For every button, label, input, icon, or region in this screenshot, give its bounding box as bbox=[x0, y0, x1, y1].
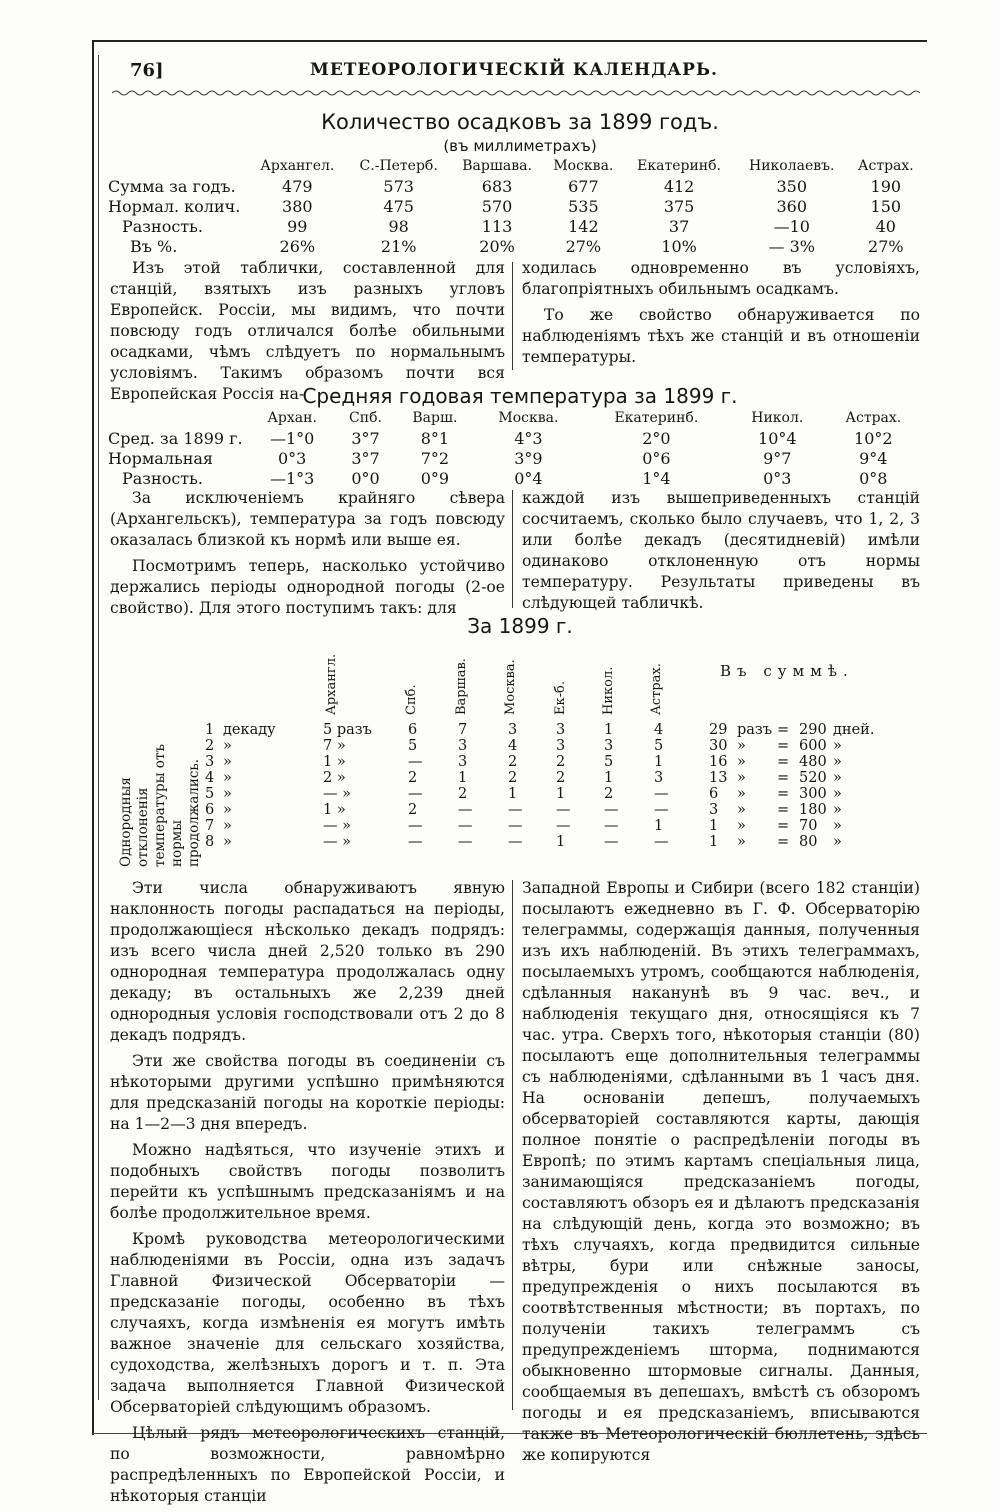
table-cell: 5 разъ bbox=[323, 722, 372, 738]
table-cell: 2 bbox=[408, 802, 418, 818]
table-cell: 29 bbox=[709, 722, 728, 738]
table-cell: 1 bbox=[458, 770, 468, 786]
table-cell: 683 bbox=[481, 176, 513, 196]
table-cell: 40 bbox=[875, 216, 896, 236]
table-cell: — bbox=[604, 834, 619, 850]
decade-row bbox=[205, 754, 874, 770]
station-header: Спб. bbox=[404, 684, 419, 715]
table-cell: —1°3 bbox=[269, 468, 315, 488]
table-cell: 4°3 bbox=[514, 428, 543, 448]
table-cell: 1 bbox=[709, 818, 719, 834]
body-right-column bbox=[522, 878, 920, 1471]
table-cell: » bbox=[737, 802, 746, 818]
table-cell: — bbox=[654, 786, 669, 802]
table-cell: декаду bbox=[223, 722, 276, 738]
table-cell: 37 bbox=[668, 216, 690, 236]
body-left-column bbox=[110, 878, 505, 1512]
table-cell: 8 bbox=[205, 834, 215, 850]
table-cell: 99 bbox=[287, 216, 308, 236]
table-cell: 2 bbox=[458, 786, 468, 802]
table-cell: = bbox=[777, 722, 790, 738]
table-cell: = bbox=[777, 770, 790, 786]
table-cell: = bbox=[777, 738, 790, 754]
row-label: Разность. bbox=[122, 216, 203, 236]
table-cell: 3°7 bbox=[351, 448, 380, 468]
table-cell: 1 bbox=[654, 754, 664, 770]
column-header: Архангел. bbox=[260, 158, 335, 174]
paragraph: Можно надѣяться, что изученіе этихъ и подобныхъ свойствъ погоды позволитъ перейти къ успѣшнымъ предсказаніямъ и на болѣе продолжительное время. bbox=[110, 1141, 505, 1222]
table-cell: 2 bbox=[556, 770, 566, 786]
column-header: Москва. bbox=[553, 158, 614, 174]
table-cell: 4 bbox=[654, 722, 664, 738]
table-cell: = bbox=[777, 834, 790, 850]
decade-row bbox=[205, 770, 874, 786]
table-cell: = bbox=[777, 786, 790, 802]
table-cell: 4 bbox=[508, 738, 518, 754]
temp-header-row bbox=[108, 408, 923, 428]
table-cell: » bbox=[833, 738, 842, 754]
precip-header-row bbox=[108, 156, 923, 176]
column-header: Варш. bbox=[412, 410, 458, 426]
table-cell: 0°8 bbox=[859, 468, 888, 488]
column-divider bbox=[512, 262, 513, 370]
table-cell: — bbox=[408, 786, 423, 802]
table-row bbox=[108, 236, 923, 256]
table-cell: — bbox=[408, 834, 423, 850]
table-cell: » bbox=[223, 754, 232, 770]
column-divider bbox=[512, 490, 513, 608]
table-cell: » bbox=[737, 738, 746, 754]
station-header: Никол. bbox=[601, 666, 616, 715]
table-cell: 570 bbox=[481, 196, 513, 216]
column-header: С.-Петерб. bbox=[359, 158, 438, 174]
table-cell: — » bbox=[323, 786, 351, 802]
paragraph: Посмотримъ теперь, насколько устойчиво держались періоды однородной погоды (2-ое свойство). Для этого поступимъ такъ: для bbox=[110, 557, 505, 617]
column-header: Астрах. bbox=[857, 158, 914, 174]
table-cell: — bbox=[458, 834, 473, 850]
table-cell: » bbox=[833, 770, 842, 786]
table-cell: — » bbox=[323, 834, 351, 850]
table-cell: 0°6 bbox=[642, 448, 671, 468]
row-label: Сумма за годъ. bbox=[108, 176, 236, 196]
table-cell: 2 bbox=[604, 786, 614, 802]
table-cell: 30 bbox=[709, 738, 728, 754]
table-cell: » bbox=[223, 834, 232, 850]
table-cell: = bbox=[777, 802, 790, 818]
table-cell: 21% bbox=[380, 236, 417, 256]
station-header: Архангл. bbox=[324, 653, 339, 715]
temp-commentary-left bbox=[110, 488, 505, 624]
table-cell: — bbox=[458, 802, 473, 818]
table-cell: 3 bbox=[556, 738, 566, 754]
table-cell: 13 bbox=[709, 770, 728, 786]
row-label: Сред. за 1899 г. bbox=[108, 428, 243, 448]
table-cell: » bbox=[833, 754, 842, 770]
table-cell: 142 bbox=[568, 216, 599, 236]
column-header: Москва. bbox=[498, 410, 559, 426]
paragraph: То же свойство обнаруживается по наблюденіямъ тѣхъ же станцій и въ отношеніи температуры. bbox=[522, 306, 920, 366]
paragraph: Эти числа обнаруживаютъ явную наклонность погоды распадаться на періоды, продолжающіеся нѣсколько декадъ подрядъ: изъ всего числа дней 2,520 только въ 290 однородная температура продолжалась одну декаду; въ остальныхъ же 2,239 дней однородныя условія господствовали отъ 2 до 8 декадъ подрядъ. bbox=[110, 879, 505, 1044]
table-cell: » bbox=[223, 738, 232, 754]
precip-table bbox=[108, 156, 923, 256]
table-cell: 479 bbox=[282, 176, 313, 196]
table-cell: 9°4 bbox=[859, 448, 888, 468]
table-cell: 7 bbox=[458, 722, 468, 738]
station-header: Ек-б. bbox=[553, 681, 568, 715]
decade-row bbox=[205, 834, 874, 850]
paragraph: Изъ этой таблички, составленной для станцій, взятыхъ изъ разныхъ угловъ Европейск. Россіи, мы видимъ, что почти повсюду годъ отличался болѣе обильными осадками, чѣмъ слѣдуетъ по нормальнымъ условіямъ. Такимъ образомъ почти вся Европейская Россія на- bbox=[110, 259, 505, 403]
table-cell: 573 bbox=[383, 176, 414, 196]
table-cell: 1 bbox=[709, 834, 719, 850]
table-cell: 113 bbox=[481, 216, 513, 236]
running-head: МЕТЕОРОЛОГИЧЕСКІЙ КАЛЕНДАРЬ. bbox=[310, 60, 718, 80]
table-cell: 3°7 bbox=[351, 428, 380, 448]
decade-row bbox=[205, 722, 874, 738]
table-row bbox=[108, 428, 923, 448]
decades-title: За 1899 г. bbox=[467, 614, 573, 638]
table-row bbox=[108, 176, 923, 196]
table-cell: 360 bbox=[776, 196, 808, 216]
table-cell: 1 bbox=[604, 770, 614, 786]
table-cell: 8°1 bbox=[420, 428, 450, 448]
column-divider bbox=[512, 880, 513, 1410]
table-cell: 1 bbox=[205, 722, 215, 738]
paragraph: Эти же свойства погоды въ соединеніи съ нѣкоторыми другими успѣшно примѣняются для предсказаній погоды на короткіе періоды: на 1—2—3 дня впередъ. bbox=[110, 1052, 505, 1133]
page-frame-top bbox=[92, 40, 927, 42]
table-cell: » bbox=[833, 786, 842, 802]
table-cell: —10 bbox=[773, 216, 810, 236]
table-cell: 6 bbox=[408, 722, 418, 738]
table-cell: — bbox=[508, 802, 523, 818]
table-cell: —1°0 bbox=[269, 428, 315, 448]
table-cell: 180 bbox=[799, 802, 827, 818]
table-cell: 1 » bbox=[323, 754, 346, 770]
precip-commentary-right bbox=[522, 258, 920, 373]
table-cell: — bbox=[508, 834, 523, 850]
table-cell: 380 bbox=[282, 196, 313, 216]
table-cell: » bbox=[833, 802, 842, 818]
table-cell: 0°9 bbox=[420, 468, 450, 488]
table-cell: 20% bbox=[479, 236, 515, 256]
table-cell: 6 bbox=[709, 786, 719, 802]
table-cell: » bbox=[737, 770, 746, 786]
table-cell: 27% bbox=[565, 236, 602, 256]
table-cell: 600 bbox=[799, 738, 827, 754]
decades-sum-header: Въ суммѣ. bbox=[720, 662, 854, 680]
table-cell: 2 bbox=[205, 738, 215, 754]
table-cell: 6 bbox=[205, 802, 215, 818]
paragraph: Кромѣ руководства метеорологическими наблюденіями въ Россіи, одна изъ задачъ Главной Физической Обсерваторіи — предсказаніе погоды, особенно въ тѣхъ случаяхъ, когда измѣненія ея могутъ имѣть важное значеніе для сельскаго хозяйства, судоходства, желѣзныхъ дорогъ и т. п. Эта задача выполняется Главной Физической Обсерваторіей слѣдующимъ образомъ. bbox=[110, 1230, 505, 1416]
table-row bbox=[108, 448, 923, 468]
table-cell: 5 bbox=[654, 738, 664, 754]
table-cell: 150 bbox=[870, 196, 902, 216]
column-header: Астрах. bbox=[845, 410, 902, 426]
table-cell: » bbox=[833, 818, 842, 834]
table-cell: 300 bbox=[799, 786, 827, 802]
table-cell: 290 bbox=[799, 722, 827, 738]
table-cell: 2 bbox=[508, 754, 518, 770]
station-header: Москва. bbox=[503, 659, 518, 715]
ornamental-wavy-rule bbox=[112, 88, 920, 98]
table-cell: — » bbox=[323, 818, 351, 834]
table-cell: » bbox=[223, 818, 232, 834]
table-cell: 412 bbox=[663, 176, 695, 196]
decades-side-label: Однородныя отклоненія температуры отъ нормы продолжались. bbox=[118, 744, 202, 867]
table-cell: = bbox=[777, 754, 790, 770]
table-cell: 1 bbox=[556, 786, 566, 802]
table-cell: 2 bbox=[408, 770, 418, 786]
table-cell: » bbox=[223, 786, 232, 802]
table-cell: 1 bbox=[556, 834, 566, 850]
table-row bbox=[108, 196, 923, 216]
table-cell: 4 bbox=[205, 770, 215, 786]
temp-commentary-right bbox=[522, 488, 920, 619]
table-cell: 10°2 bbox=[854, 428, 893, 448]
table-cell: = bbox=[777, 818, 790, 834]
table-cell: 190 bbox=[870, 176, 902, 196]
temp-title: Средняя годовая температура за 1899 г. bbox=[302, 384, 738, 408]
table-cell: 350 bbox=[776, 176, 808, 196]
page-frame-inner-left bbox=[98, 55, 99, 1400]
table-cell: 7°2 bbox=[420, 448, 450, 468]
table-cell: — bbox=[458, 818, 473, 834]
table-cell: 3 bbox=[709, 802, 719, 818]
column-header: Спб. bbox=[349, 410, 382, 426]
table-cell: дней. bbox=[833, 722, 875, 738]
table-cell: 3 bbox=[458, 754, 468, 770]
table-cell: 3 bbox=[508, 722, 518, 738]
paragraph: каждой изъ вышеприведенныхъ станцій сосчитаемъ, сколько было случаевъ, что 1, 2, 3 или болѣе декадъ (десятидневій) имѣли одинаково отклоненную отъ нормы температуру. Результаты приведены въ слѣдующей табличкѣ. bbox=[522, 489, 920, 612]
table-cell: 520 bbox=[799, 770, 827, 786]
precip-subtitle: (въ миллиметрахъ) bbox=[443, 137, 597, 155]
table-cell: 3 bbox=[604, 738, 614, 754]
table-row bbox=[108, 216, 923, 236]
column-header: Екатеринб. bbox=[637, 158, 722, 174]
table-cell: 98 bbox=[388, 216, 409, 236]
decade-row bbox=[205, 802, 874, 818]
paragraph: ходилась одновременно въ условіяхъ, благопріятныхъ обильнымъ осадкамъ. bbox=[522, 259, 920, 298]
table-cell: 3 bbox=[556, 722, 566, 738]
table-cell: 1 bbox=[604, 722, 614, 738]
table-cell: 0°3 bbox=[277, 448, 307, 468]
column-header: Никол. bbox=[751, 410, 804, 426]
table-cell: 9°7 bbox=[763, 448, 792, 468]
table-cell: 1 bbox=[654, 818, 664, 834]
table-cell: 2 bbox=[556, 754, 566, 770]
table-cell: » bbox=[833, 834, 842, 850]
table-cell: — bbox=[654, 802, 669, 818]
table-cell: 27% bbox=[868, 236, 904, 256]
table-cell: 480 bbox=[799, 754, 827, 770]
table-cell: 7 » bbox=[323, 738, 346, 754]
page-frame-left bbox=[92, 40, 94, 1435]
decade-row bbox=[205, 786, 874, 802]
table-cell: 1 » bbox=[323, 802, 346, 818]
table-cell: 5 bbox=[205, 786, 215, 802]
table-cell: — bbox=[556, 802, 571, 818]
row-label: Нормал. колич. bbox=[108, 196, 241, 216]
precip-title: Количество осадковъ за 1899 годъ. bbox=[321, 110, 719, 134]
table-cell: — bbox=[654, 834, 669, 850]
table-cell: » bbox=[737, 786, 746, 802]
table-cell: — bbox=[508, 818, 523, 834]
table-cell: 535 bbox=[568, 196, 599, 216]
table-cell: 0°4 bbox=[514, 468, 543, 488]
table-cell: 0°0 bbox=[351, 468, 380, 488]
table-cell: 1°4 bbox=[642, 468, 671, 488]
table-cell: 1 bbox=[508, 786, 518, 802]
table-cell: 5 bbox=[408, 738, 418, 754]
table-cell: 3 bbox=[654, 770, 664, 786]
table-cell: 7 bbox=[205, 818, 215, 834]
table-cell: 26% bbox=[279, 236, 316, 256]
table-cell: 3°9 bbox=[514, 448, 543, 468]
table-cell: 10°4 bbox=[758, 428, 797, 448]
row-label: Въ %. bbox=[130, 236, 178, 256]
table-cell: 10% bbox=[661, 236, 697, 256]
row-label: Разность. bbox=[122, 468, 203, 488]
table-cell: 5 bbox=[604, 754, 614, 770]
temp-table bbox=[108, 408, 923, 488]
table-cell: » bbox=[737, 754, 746, 770]
table-cell: 70 bbox=[799, 818, 818, 834]
table-cell: 80 bbox=[799, 834, 818, 850]
paragraph: Западной Европы и Сибири (всего 182 станціи) посылаютъ ежедневно въ Г. Ф. Обсерваторію телеграммы, содержащія данныя, полученныя изъ ихъ наблюденій. Въ этихъ телеграммахъ, посылаемыхъ утромъ, сообщаются наблюденія, сдѣланныя наканунѣ въ 9 час. веч., и наблюденія текущаго дня, относящіяся къ 7 час. утра. Сверхъ того, нѣкоторыя станціи (80) посылаютъ еще дополнительныя телеграммы съ наблюденіями, сдѣланными въ 1 часъ дня. На основаніи депешъ, получаемыхъ обсерваторіей составляются карты, дающія полное понятіе о распредѣленіи погоды въ Европѣ; по этимъ картамъ спеціальныя лица, занимающіяся предсказаніемъ погоды, составляютъ обзоръ ея и дѣлаютъ предсказанія на слѣдующій день, когда это возможно; въ тѣхъ случаяхъ, когда предвидится сильные вѣтры, бури или снѣжные заносы, предупрежденія о нихъ посылаются въ соотвѣтственныя мѣстности; въ портахъ, по полученіи такихъ телеграммъ съ предупрежденіемъ шторма, поднимаются обыкновенно штормовые сигналы. Данныя, сообщаемыя въ депешахъ, вмѣстѣ съ обзоромъ погоды и ея предсказаніемъ, вписываются также въ Метеорологическій бюллетень, здѣсь же копируются bbox=[522, 879, 920, 1464]
station-header: Варшав. bbox=[454, 658, 469, 715]
table-cell: 16 bbox=[709, 754, 728, 770]
column-header: Николаевъ. bbox=[749, 158, 835, 174]
table-cell: — 3% bbox=[768, 236, 815, 256]
table-cell: 475 bbox=[383, 196, 414, 216]
table-cell: 3 bbox=[458, 738, 468, 754]
table-cell: 2°0 bbox=[642, 428, 671, 448]
decades-table bbox=[205, 722, 874, 850]
table-cell: 677 bbox=[568, 176, 599, 196]
page-number: 76] bbox=[130, 60, 164, 81]
station-header: Астрах. bbox=[649, 663, 664, 715]
table-cell: — bbox=[556, 818, 571, 834]
table-cell: 3 bbox=[205, 754, 215, 770]
table-cell: — bbox=[604, 802, 619, 818]
table-cell: » bbox=[223, 802, 232, 818]
paragraph: Цѣлый рядъ метеорологическихъ станцій, по возможности, равномѣрно распредѣленныхъ по Европейской Россіи, и нѣкоторыя станціи bbox=[110, 1424, 505, 1505]
row-label: Нормальная bbox=[108, 448, 213, 468]
decade-row bbox=[205, 738, 874, 754]
table-cell: — bbox=[408, 818, 423, 834]
table-cell: 2 bbox=[508, 770, 518, 786]
table-cell: разъ bbox=[737, 722, 773, 738]
table-row bbox=[108, 468, 923, 488]
table-cell: — bbox=[604, 818, 619, 834]
column-header: Варшава. bbox=[462, 158, 532, 174]
paragraph: За исключеніемъ крайняго сѣвера (Архангельскъ), температура за годъ повсюду оказалась близкой къ нормѣ или выше ея. bbox=[110, 489, 505, 549]
table-cell: » bbox=[737, 818, 746, 834]
table-cell: » bbox=[737, 834, 746, 850]
decade-row bbox=[205, 818, 874, 834]
column-header: Екатеринб. bbox=[614, 410, 699, 426]
table-cell: — bbox=[408, 754, 423, 770]
table-cell: 375 bbox=[663, 196, 695, 216]
table-cell: 0°3 bbox=[763, 468, 792, 488]
table-cell: 2 » bbox=[323, 770, 346, 786]
column-header: Архан. bbox=[267, 410, 317, 426]
table-cell: » bbox=[223, 770, 232, 786]
